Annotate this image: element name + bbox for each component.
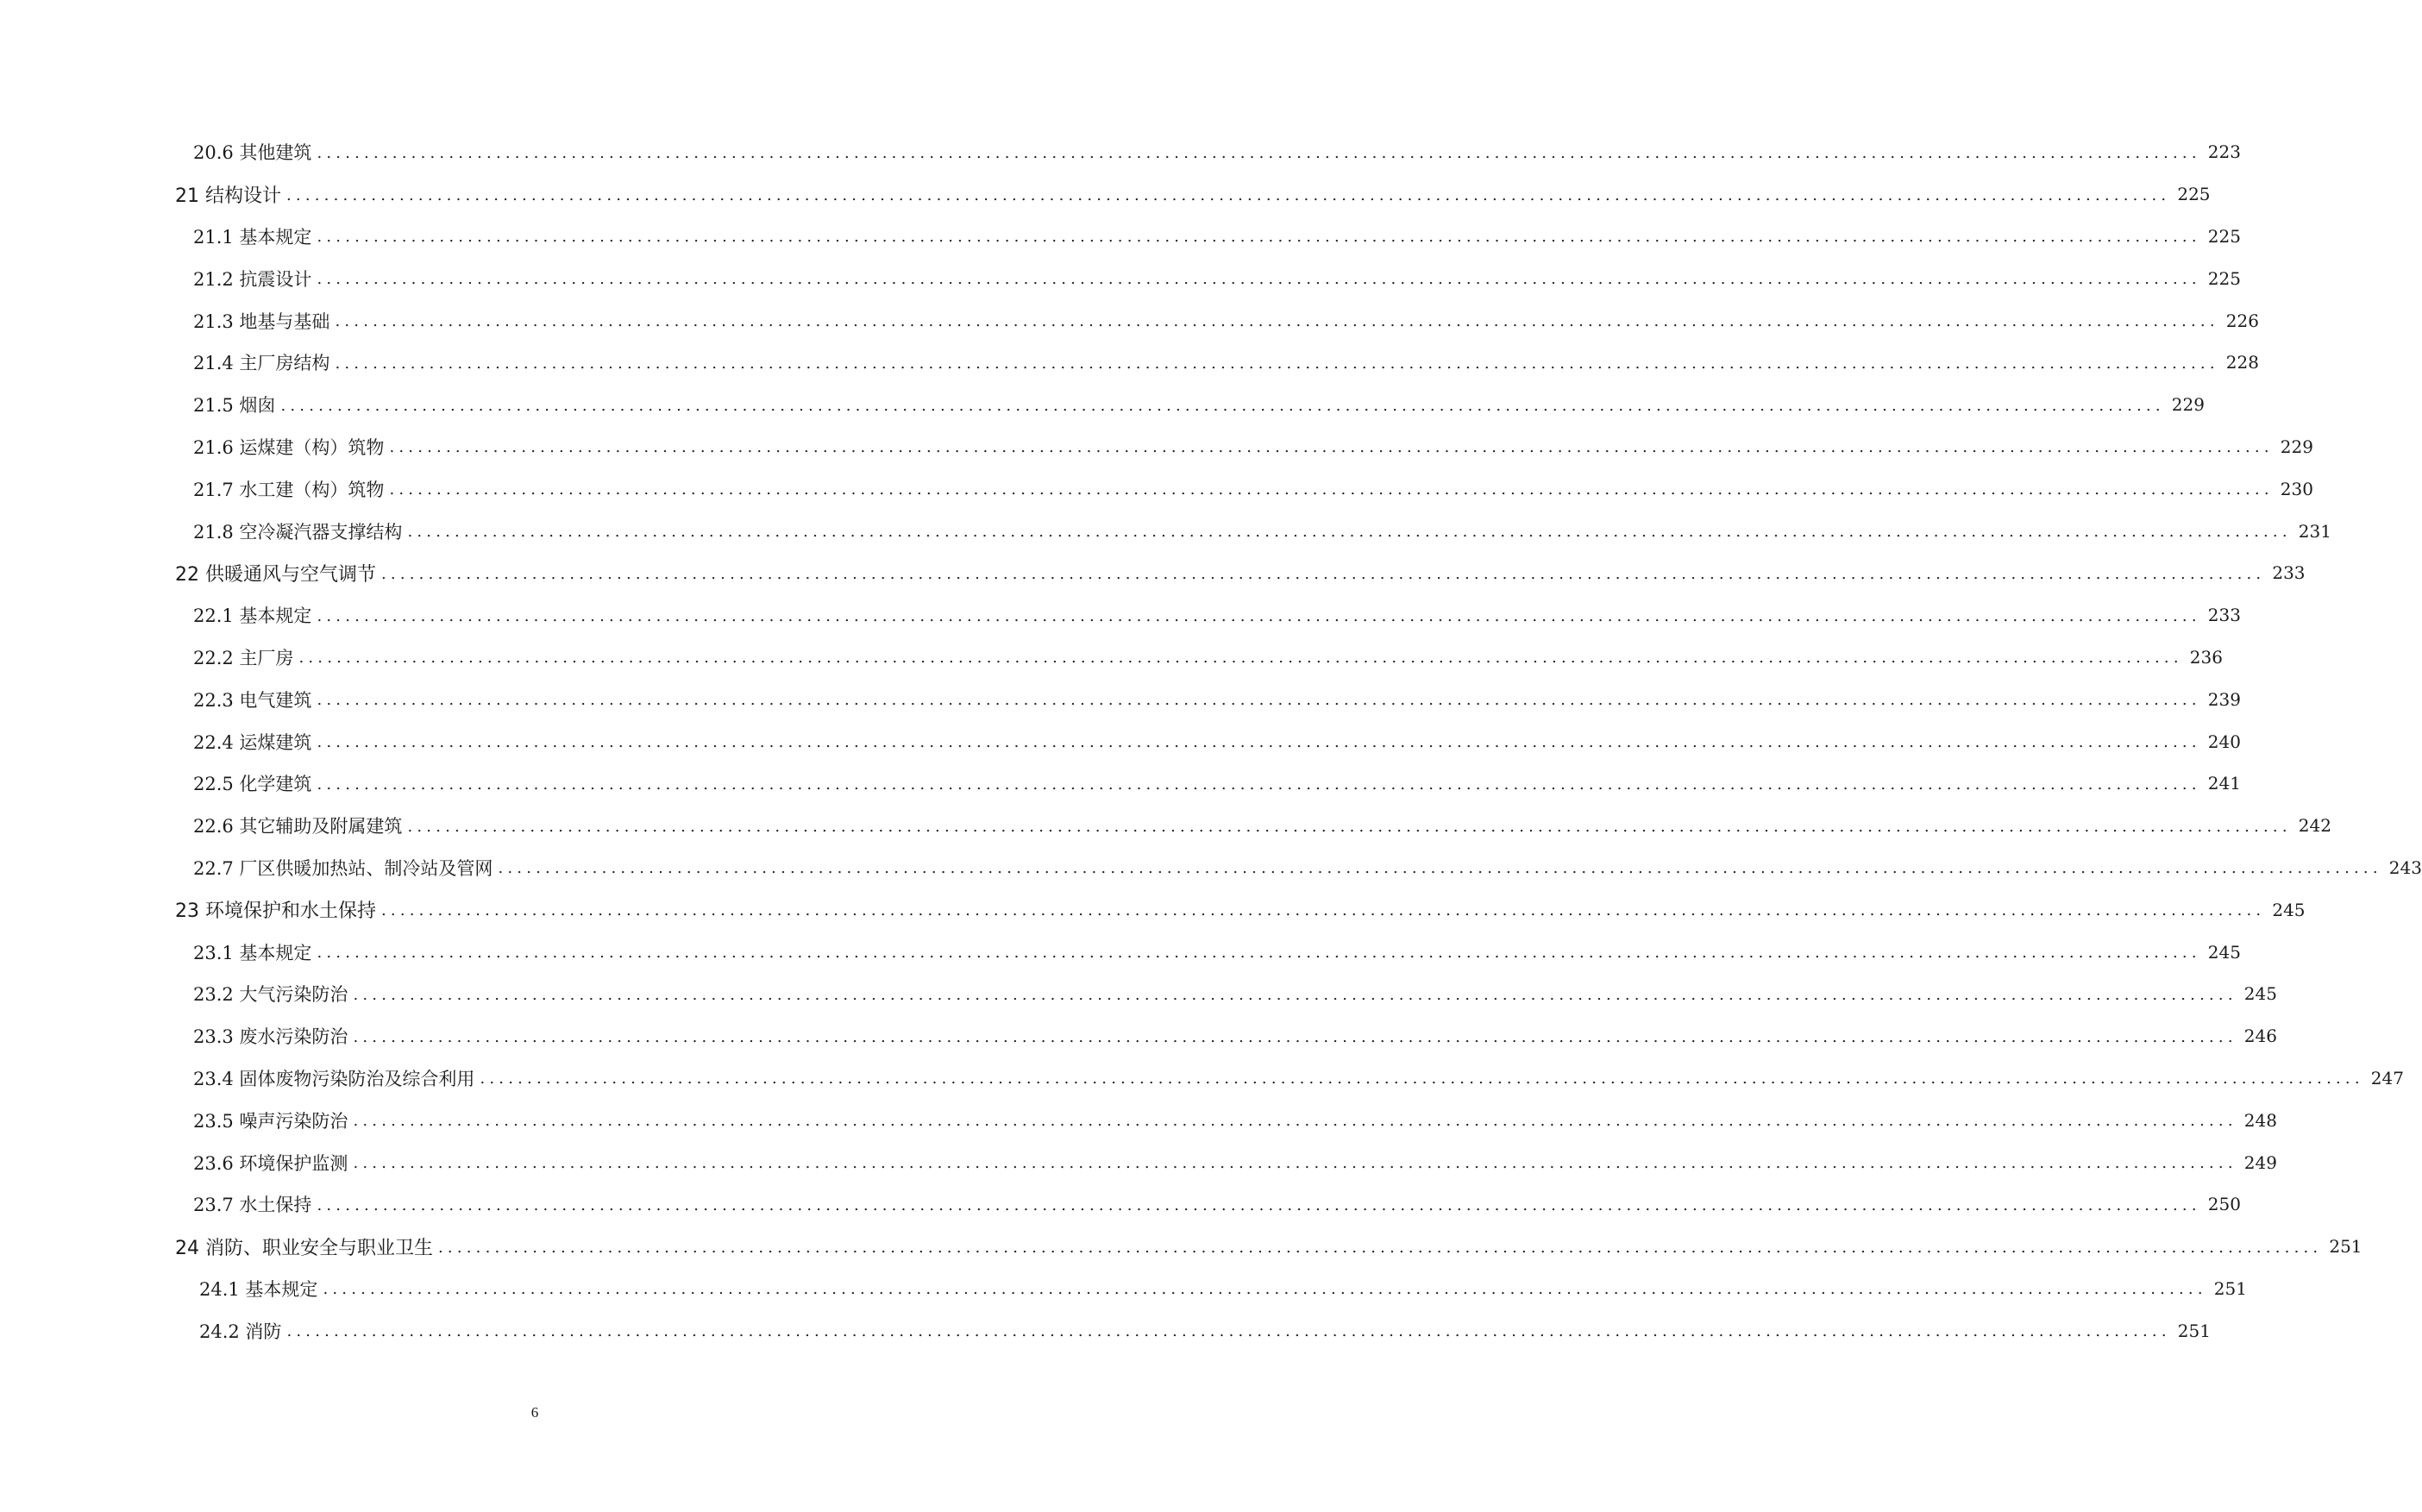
toc-entry-label: 23.7 水土保持 [193,1195,312,1216]
toc-entry-label: 21.7 水工建（构）筑物 [193,479,385,500]
toc-entry-page: 233 [2207,605,2241,626]
toc-entry[interactable] [0,1141,2277,1183]
toc-entry-page: 223 [2207,141,2241,163]
toc-entry-page: 233 [2272,562,2306,584]
toc-entry-label: 22.4 运煤建筑 [193,731,312,753]
toc-leader-dots: ........................................................................................................................................................................................................ [407,817,2292,836]
toc-entry-label: 22.7 厂区供暖加热站、制冷站及管网 [193,857,493,879]
toc-leader-dots: ........................................................................................................................................................................................................ [389,480,2274,499]
toc-leader-dots: ........................................................................................................................................................................................................ [335,354,2219,373]
toc-entry[interactable] [0,1099,2277,1141]
toc-entry[interactable] [0,131,2241,173]
toc-entry[interactable] [0,216,2241,258]
toc-leader-dots: ........................................................................................................................................................................................................ [317,691,2201,710]
toc-entry-label: 21.1 基本规定 [193,226,312,248]
toc-entry[interactable] [0,384,2205,426]
toc-entry-page: 236 [2189,646,2223,668]
toc-leader-dots: ........................................................................................................................................................................................................ [317,775,2201,794]
toc-leader-dots: ........................................................................................................................................................................................................ [286,1322,2171,1341]
toc-entry-page: 251 [2177,1320,2211,1341]
toc-entry[interactable] [0,510,2331,552]
toc-leader-dots: ........................................................................................................................................................................................................ [353,1154,2237,1173]
toc-entry[interactable] [0,1309,2211,1352]
toc-chapter-entry[interactable] [0,173,2211,216]
toc-leader-dots: ........................................................................................................................................................................................................ [353,1112,2237,1131]
toc-entry-label: 24 消防、职业安全与职业卫生 [175,1237,433,1259]
toc-entry[interactable] [0,299,2259,342]
toc-entry[interactable] [0,973,2277,1015]
toc-entry-page: 241 [2207,773,2241,794]
toc-entry[interactable] [0,847,2422,889]
toc-entry[interactable] [0,426,2313,468]
toc-entry[interactable] [0,762,2241,805]
toc-leader-dots: ........................................................................................................................................................................................................ [298,649,2183,668]
toc-leader-dots: ........................................................................................................................................................................................................ [317,1195,2201,1214]
toc-entry[interactable] [0,342,2259,384]
toc-entry-label: 23.2 大气污染防治 [193,984,348,1006]
toc-leader-dots: ........................................................................................................................................................................................................ [317,606,2201,625]
toc-entry-page: 240 [2207,731,2241,752]
toc-entry-page: 225 [2177,184,2211,205]
toc-entry[interactable] [0,678,2241,720]
toc-leader-dots: ........................................................................................................................................................................................................ [480,1070,2364,1089]
toc-entry-label: 23.5 噪声污染防治 [193,1110,348,1132]
toc-entry-page: 229 [2280,436,2313,457]
toc-leader-dots: ........................................................................................................................................................................................................ [389,438,2274,457]
toc-entry[interactable] [0,594,2241,637]
toc-leader-dots: ........................................................................................................................................................................................................ [317,733,2201,752]
toc-leader-dots: ........................................................................................................................................................................................................ [498,859,2382,878]
toc-entry-label: 21.6 运煤建（构）筑物 [193,436,385,458]
toc-entry[interactable] [0,637,2223,679]
toc-entry-label: 22.6 其它辅助及附属建筑 [193,816,403,838]
toc-entry-label: 24.1 基本规定 [199,1278,318,1300]
toc-leader-dots: ........................................................................................................................................................................................................ [353,1027,2237,1046]
toc-entry-label: 21 结构设计 [175,185,281,207]
toc-entry[interactable] [0,257,2241,299]
toc-entry[interactable] [0,1183,2241,1226]
toc-leader-dots: ........................................................................................................................................................................................................ [438,1238,2323,1257]
toc-entry-page: 245 [2272,899,2306,920]
toc-entry[interactable] [0,1268,2247,1310]
toc-entry-page: 251 [2213,1277,2247,1299]
toc-leader-dots: ........................................................................................................................................................................................................ [286,185,2171,204]
toc-entry-label: 23.3 废水污染防治 [193,1026,348,1048]
toc-leader-dots: ........................................................................................................................................................................................................ [381,901,2266,920]
toc-entry-page: 243 [2388,856,2422,878]
toc-entry-label: 21.4 主厂房结构 [193,353,330,374]
toc-leader-dots: ........................................................................................................................................................................................................ [407,523,2292,542]
toc-entry-label: 23 环境保护和水土保持 [175,900,376,923]
table-of-contents [0,131,2422,1352]
toc-entry[interactable] [0,1015,2277,1057]
toc-chapter-entry[interactable] [0,552,2306,594]
toc-entry-page: 248 [2243,1109,2277,1131]
toc-entry-page: 230 [2280,478,2313,499]
toc-entry-page: 225 [2207,225,2241,247]
toc-entry[interactable] [0,467,2313,510]
toc-leader-dots: ........................................................................................................................................................................................................ [317,143,2201,162]
toc-entry-label: 21.5 烟囱 [193,395,276,417]
toc-entry[interactable] [0,931,2241,973]
toc-entry[interactable] [0,805,2331,847]
toc-entry-label: 21.2 抗震设计 [193,268,312,290]
toc-entry-page: 249 [2243,1151,2277,1173]
toc-entry-page: 229 [2171,394,2205,416]
toc-entry-page: 231 [2298,520,2331,542]
toc-leader-dots: ........................................................................................................................................................................................................ [323,1280,2207,1299]
toc-entry-page: 225 [2207,267,2241,289]
page-number: 6 [530,1404,539,1421]
toc-entry-page: 239 [2207,688,2241,710]
toc-entry-page: 245 [2243,983,2277,1005]
toc-entry-label: 21.8 空冷凝汽器支撑结构 [193,521,403,543]
toc-leader-dots: ........................................................................................................................................................................................................ [381,564,2266,583]
toc-leader-dots: ........................................................................................................................................................................................................ [317,270,2201,289]
toc-entry-label: 24.2 消防 [199,1321,282,1342]
toc-chapter-entry[interactable] [0,1226,2362,1268]
toc-entry-page: 246 [2243,1026,2277,1047]
toc-entry-page: 242 [2298,815,2331,837]
toc-leader-dots: ........................................................................................................................................................................................................ [317,228,2201,247]
toc-entry-label: 22.5 化学建筑 [193,774,312,795]
toc-entry[interactable] [0,1057,2404,1100]
toc-entry-page: 251 [2329,1236,2362,1258]
toc-entry-page: 250 [2207,1194,2241,1215]
toc-leader-dots: ........................................................................................................................................................................................................ [317,944,2201,963]
toc-entry-label: 22.3 电气建筑 [193,689,312,711]
toc-entry-label: 22.2 主厂房 [193,647,294,668]
toc-entry-label: 20.6 其他建筑 [193,142,312,164]
toc-entry-label: 22 供暖通风与空气调节 [175,563,376,586]
toc-entry-page: 228 [2225,352,2259,373]
toc-entry-page: 245 [2207,941,2241,963]
toc-entry-page: 226 [2225,310,2259,331]
toc-entry-label: 23.4 固体废物污染防治及综合利用 [193,1068,475,1089]
toc-leader-dots: ........................................................................................................................................................................................................ [335,312,2219,331]
toc-leader-dots: ........................................................................................................................................................................................................ [280,396,2165,415]
toc-entry-label: 22.1 基本规定 [193,605,312,627]
toc-leader-dots: ........................................................................................................................................................................................................ [353,985,2237,1004]
toc-chapter-entry[interactable] [0,888,2306,931]
toc-entry-page: 247 [2370,1067,2404,1089]
toc-entry-label: 23.6 环境保护监测 [193,1152,348,1174]
toc-entry-label: 21.3 地基与基础 [193,311,330,332]
toc-entry[interactable] [0,720,2241,762]
toc-entry-label: 23.1 基本规定 [193,942,312,963]
